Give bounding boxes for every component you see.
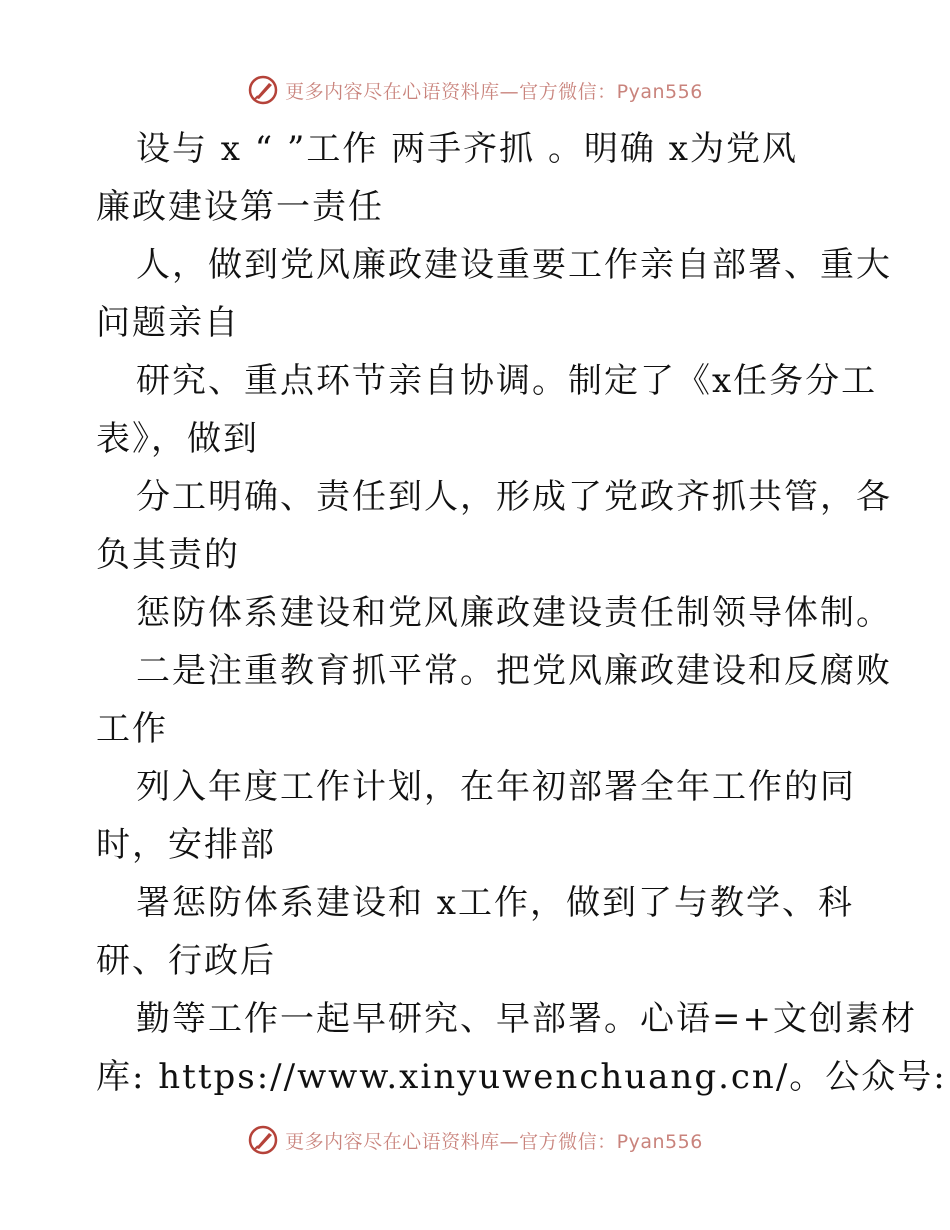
- body-line: 勤等工作一起早研究、早部署。心语=+文创素材: [136, 999, 917, 1039]
- footer-banner: [0, 1120, 950, 1160]
- footer-banner-text: 更多内容尽在心语资料库—官方微信：Pyan556: [285, 1130, 703, 1153]
- body-line: 列入年度工作计划，在年初部署全年工作的同: [136, 767, 856, 807]
- feather-pen-logo-icon: [247, 1124, 279, 1156]
- body-line: 二是注重教育抓平常。把党风廉政建设和反腐败: [136, 651, 892, 691]
- header-banner: [0, 70, 950, 110]
- body-line: 人，做到党风廉政建设重要工作亲自部署、重大: [136, 245, 892, 285]
- body-line: 时，安排部: [96, 825, 276, 865]
- body-line: 研究、重点环节亲自协调。制定了《x任务分工: [136, 361, 878, 401]
- body-line: 惩防体系建设和党风廉政建设责任制领导体制。: [136, 593, 892, 633]
- body-line: 问题亲自: [96, 303, 240, 343]
- body-line: 设与 x “ ”工作 两手齐抓 。明确 x为党风: [136, 129, 798, 169]
- document-body: [96, 120, 947, 1106]
- body-line: 工作: [96, 709, 168, 749]
- feather-pen-logo-icon: [247, 74, 279, 106]
- header-banner-text: 更多内容尽在心语资料库—官方微信：Pyan556: [285, 80, 703, 103]
- body-line: 库: https://www.xinyuwenchuang.cn/。公众号:: [96, 1057, 947, 1097]
- body-line: 研、行政后: [96, 941, 276, 981]
- body-line: 负其责的: [96, 535, 240, 575]
- body-line: 署惩防体系建设和 x工作，做到了与教学、科: [136, 883, 854, 923]
- body-line: 分工明确、责任到人，形成了党政齐抓共管，各: [136, 477, 892, 517]
- body-line: 廉政建设第一责任: [96, 187, 384, 227]
- body-line: 表》，做到: [96, 419, 259, 459]
